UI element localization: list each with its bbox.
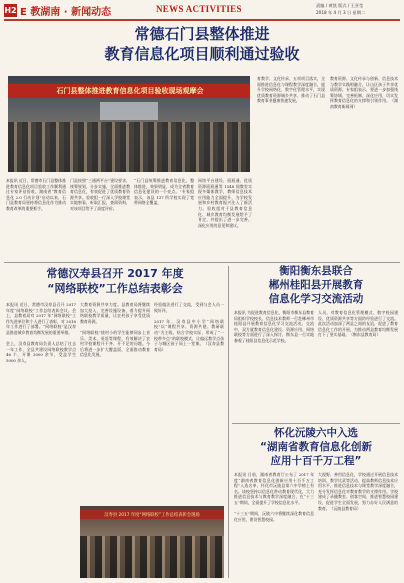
photo-audience (8, 122, 250, 172)
main-col-5: 育教学、文化传承、五项项目落实，全面推进信息化与课程教学深度融合，提升学校网络化、数字化管理水平，实现优质教育资源城乡共享，推动了石门县教育事业健康快速发展。 (257, 76, 325, 104)
hengdong-headline-line3: 信息化学习交流活动 (268, 293, 364, 305)
main-photo (8, 76, 250, 172)
hanshou-photo-caption: 汉寿县 2017 年度“网络联校”工作总结表彰会现场 (104, 512, 200, 518)
page-tag: H2 (4, 6, 17, 15)
main-col-1: 本报讯 近日，常德市石门县整体推进教育信息化项目验收工作顺利通过专家评估验收。湖南省“教育信息化 2.0 行动计划”启动以来，石门县教育局坚持将信息化作为推动教育改革的重要抓手。 (6, 178, 66, 211)
huaihua-col-2: 大视野、善用信息化，学校通过开展信息技术培训、教学比武等活动，提高教师信息技术应用水平，推进信息技术与课堂教学深度融合，充分发挥信息化对教育教学的支撑作用。学校建成了录播教室、创客空间，推进智慧校园建设，促进学生全面发展，努力办好人民满意的教育。（沅陵县教育局） (318, 472, 398, 511)
hanshou-col-2: 大教育资源共享力度。县教育局将继续加大投入，完善设施设备，着力提升网络联校教学质量，让农村孩子享受优质教育资源。 “网络联校”使村小的学生能够同步上音乐、美术、英语等课程，有效解决了农村学校课程开不齐、开不足的问题。今后将进一步扩大覆盖面，全面推动教育信息化发展。 (80, 302, 150, 358)
main-col-3: “石门县统筹推进教育信息化，整体推进，效果明显，成为全省教育信息化建设的一个亮点。”专家组表示，该县 137 所学校实现了宽带网络全覆盖， (134, 178, 194, 206)
huaihua-col-1: 本报讯 日前，湖南省教育厅公布了 2017 年度“湖南省教育信息化创新应用十百千万工程”入选名单，怀化市沅陵县第六中学榜上有名。该校坚持以信息化带动教育现代化，大力推进信息技术与教育教学深度融合，在“十三五”期间，全面提升了学校信息化水平。 “十三五”期间，沅陵六中将继续深化教育信息化应用，建设智慧校园。 (234, 472, 314, 522)
huaihua-headline-line3: 应用十百千万工程” (270, 455, 362, 467)
photo-screen (100, 102, 158, 120)
huaihua-headline-line2: “湖南省教育信息化创新 (260, 441, 372, 453)
hengdong-col-2: 人员，对教育信息化管理模式、数字校园建设、优质资源共享等方面的经验进行了交流。此次活动加深了两县之间的友谊，促进了教育信息化工作的开展，为推动两县教育均衡发展打下了坚实基础。（衡东县教育局） (318, 310, 398, 338)
main-headline (0, 24, 404, 64)
section-divider-top (4, 262, 400, 263)
main-headline-line2: 教育信息化项目顺利通过验收 (104, 45, 300, 63)
main-col-6: 教育资源、文化传承与创新、信息技术与教学实践相融合，让山区孩子共享优质资源。专家组表示，要进一步加强统筹协调、完善机制、深化应用，切实发挥教育信息化的支撑和引领作用。（湖南教育新闻网） (330, 76, 398, 109)
hengdong-col-1: 本报讯 为促进教育信息化，衡阳市衡东县教育局组织学校校长、信息技术教师一行赴郴州市桂阳县开展教育信息化学习交流活动。交流中，双方就教育信息化建设、资源应用、网络联校等方面进行了深入探讨，衡东县一行实地参观了桂阳县信息化示范学校。 (234, 310, 314, 343)
hanshou-photo (80, 506, 224, 578)
main-col-4: 网络平台建设、班班通、优质资源班班通等 1548 间教室实现多媒体教学，教师信息技术应用能力全面提升，为学校发展和乡村教育振兴注入了新活力。验收组对于县教育信息化、城乡教育均衡发展给予了肯定，并提出了进一步完善、深化应用的意见和建议。 (198, 178, 252, 228)
hanshou-headline (4, 266, 226, 296)
huaihua-headline-line1: 怀化沅陵六中入选 (274, 427, 358, 439)
huaihua-headline (232, 426, 400, 468)
issue-date: 2018 年 4 月 3 日 星期二 (316, 10, 366, 15)
main-col-2: 门县按照“三通两平台”建设要求，统筹规划，分步实施，全面推进教育信息化，有效促进了优质教育资源共享。验收组一行深入学校课堂实地察看，听取汇报，查阅资料，对该项目给予了高度评价。 (70, 178, 130, 211)
hengdong-headline-line1: 衡阳衡东县联合 (279, 265, 353, 277)
hengdong-headline (232, 264, 400, 306)
section-title: E 教湖南 · 新闻动态 (20, 7, 112, 18)
right-divider (232, 423, 400, 424)
hanshou-col-3: 经验做法进行了交流，受到与会人员一致好评。 2017 年，汉寿县中小学“网络联校”以“课程共享、资源共建、教研联动”为主线，结合学校实际，形成了“一校带多点”的联校模式，让偏远教学点孩子与城区孩子同上一堂课。（汉寿县教育局） (154, 302, 224, 352)
editor-credit: 责编 / 黄凯 版式 / 王亚莹 (316, 3, 364, 8)
main-headline-line1: 常德石门县整体推进 (134, 25, 270, 43)
hanshou-headline-line1: 常德汉寿县召开 2017 年度 (46, 267, 184, 280)
photo-banner-text: 石门县整体推进教育信息化项目验收现场观摩会 (56, 87, 204, 95)
hanshou-photo-people (80, 536, 224, 578)
hengdong-headline-line2: 郴州桂阳县开展教育 (268, 279, 364, 291)
section-title-en: NEWS ACTIVITIES (156, 4, 242, 14)
header-rule (4, 19, 400, 21)
hanshou-col-1: 本报讯 近日，常德市汉寿县召开 2017 年度“网络联校”工作总结表彰会议。会上，县教育局对 2017 年“网络联校”工作先进单位和个人进行了表彰，对 2018 年工作进行了部署。“网络联校”是汉寿县推进城乡教育均衡发展的重要举措。 会上，汉寿县教育局负责人总结了过去一年工作，全县共建设网络联校教学点 46 个，开课 3000 余节，受益学生 5000 余人。 (6, 302, 76, 363)
hanshou-headline-line2: “网络联校”工作总结表彰会 (47, 282, 183, 295)
vertical-divider (228, 266, 229, 578)
